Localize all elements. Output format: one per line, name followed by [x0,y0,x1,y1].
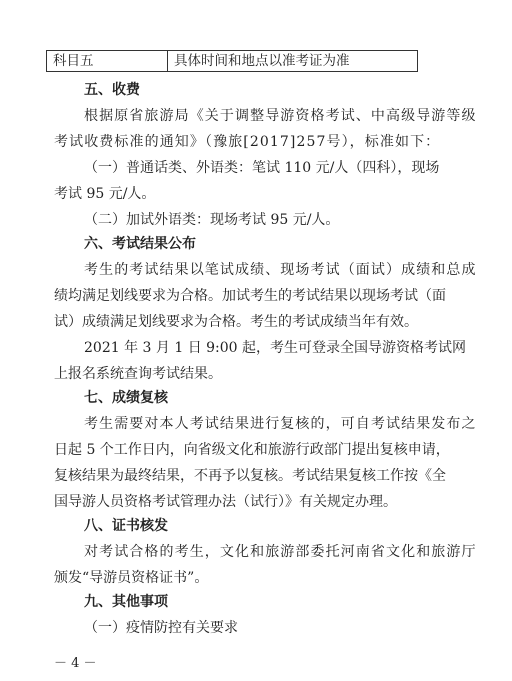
heading-other: 九、其他事项 [84,594,168,610]
paragraph-line: 日起 5 个工作日内，向省级文化和旅游行政部门提出复核申请， [54,442,450,458]
paragraph-line: 试）成绩满足划线要求为合格。考生的考试成绩当年有效。 [54,314,418,330]
paragraph-line: 考试 95 元/人。 [54,186,156,202]
paragraph-line: 考生需要对本人考试结果进行复核的，可自考试结果发布之 [84,416,477,432]
paragraph-line: 颁发“导游员资格证书”。 [54,570,209,586]
paragraph-line: 复核结果为最终结果，不再予以复核。考试结果复核工作按《全 [54,468,446,484]
paragraph-line: （一）疫情防控有关要求 [84,620,238,636]
table-row [47,51,418,72]
schedule-table [46,50,418,72]
paragraph-line: （二）加试外语类：现场考试 95 元/人。 [84,212,340,228]
paragraph-line: 考生的考试结果以笔试成绩、现场考试（面试）成绩和总成 [84,262,477,278]
heading-review: 七、成绩复核 [84,390,168,406]
page-number: － 4 － [54,656,97,671]
paragraph-line: 根据原省旅游局《关于调整导游资格考试、中高级导游等级 [84,108,477,124]
paragraph-line: 对考试合格的考生，文化和旅游部委托河南省文化和旅游厅 [84,544,477,560]
paragraph-line: 考试收费标准的通知》（豫旅[2017]257号），标准如下： [54,134,441,150]
heading-cert: 八、证书核发 [84,518,168,534]
paragraph-line: 国导游人员资格考试管理办法（试行）》有关规定办理。 [54,494,397,510]
table-cell-subject: 科目五 [47,51,168,72]
table-cell-note: 具体时间和地点以准考证为准 [168,51,418,72]
heading-results: 六、考试结果公布 [84,236,196,252]
paragraph-line: 绩均满足划线要求为合格。加试考生的考试结果以现场考试（面 [54,288,446,304]
heading-fee: 五、收费 [84,82,140,98]
paragraph-line: （一）普通话类、外语类：笔试 110 元/人（四科），现场 [84,160,440,176]
paragraph-line: 上报名系统查询考试结果。 [54,366,222,382]
paragraph-line: 2021 年 3 月 1 日 9:00 起，考生可登录全国导游资格考试网 [84,340,467,356]
